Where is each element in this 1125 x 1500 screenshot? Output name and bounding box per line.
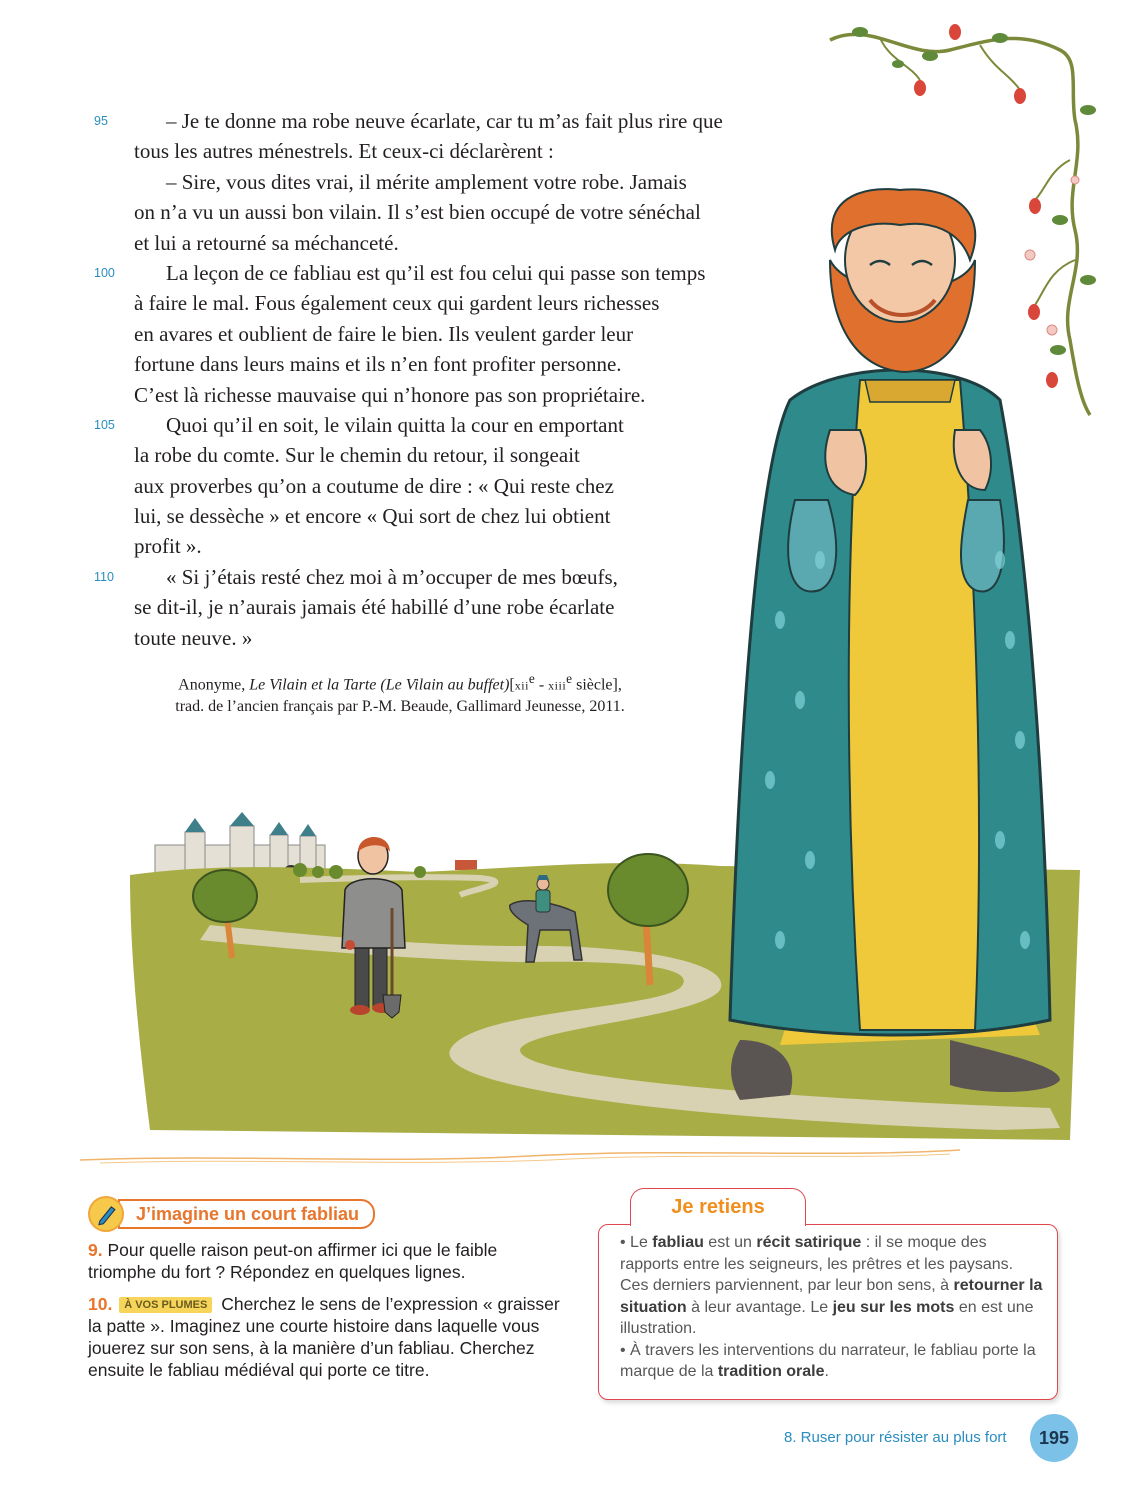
line-text: se dit-il, je n’aurais jamais été habillé d’une robe écarlate xyxy=(134,595,615,620)
exercise-section xyxy=(88,1193,568,1391)
page-number: 195 xyxy=(1030,1414,1078,1462)
line-text: – Je te donne ma robe neuve écarlate, car tu m’as fait plus rire que xyxy=(166,109,723,133)
translation-credit: trad. de l’ancien français par P.-M. Beaude, Gallimard Jeunesse, 2011. xyxy=(175,698,625,716)
text-line xyxy=(88,136,788,166)
line-text: Quoi qu’il en soit, le vilain quitta la cour en emportant xyxy=(166,412,624,437)
line-number: 100 xyxy=(94,265,115,280)
retiens-bullet-2: • À travers les interventions du narrateur, le fabliau porte la marque de la tradition orale. xyxy=(620,1341,1036,1380)
line-text: on n’a vu un aussi bon vilain. Il s’est bien occupé de votre sénéchal xyxy=(134,200,701,225)
line-text: la robe du comte. Sur le chemin du retour, il songeait xyxy=(134,443,580,468)
pen-icon xyxy=(88,1196,124,1232)
source-citation: Anonyme, Le Vilain et la Tarte (Le Vilain au buffet)[xii$^e$ - xiii$^e$ siècle], trad. de l’ancien français par P.-M. Beaude, Gallimard Jeunesse, 2011. xyxy=(175,671,625,716)
question-10: 10. À VOS PLUMES Cherchez le sens de l’expression « graisser la patte ». Imaginez une courte histoire dans laquelle vous jouerez sur son sens, à la manière d’un fabliau. Cherchez ensuite le fabliau médiéval qui porte ce titre. xyxy=(88,1294,560,1380)
text-line xyxy=(88,349,788,379)
question-9: 9. Pour quelle raison peut-on affirmer ici que le faible triomphe du fort ? Répondez en quelques lignes. xyxy=(88,1240,498,1282)
text-line xyxy=(88,410,788,440)
line-text: lui, se dessèche » et encore « Qui sort de chez lui obtient xyxy=(134,504,611,529)
wavy-divider xyxy=(80,1140,960,1170)
work-title: Le Vilain et la Tarte (Le Vilain au buffet) xyxy=(249,676,510,694)
exercise-title: J’imagine un court fabliau xyxy=(118,1199,375,1229)
line-text: en avares et oublient de faire le bien. Ils veulent garder leur xyxy=(134,321,634,346)
text-line xyxy=(88,440,788,470)
text-line xyxy=(88,562,788,592)
fabliau-text xyxy=(88,106,788,653)
text-line xyxy=(88,501,788,531)
line-text: La leçon de ce fabliau est qu’il est fou celui qui passe son temps xyxy=(166,260,706,285)
line-text: profit ». xyxy=(134,534,202,559)
line-number: 110 xyxy=(94,569,114,584)
line-text: « Si j’étais resté chez moi à m’occuper de mes bœufs, xyxy=(166,564,618,589)
line-text: C’est là richesse mauvaise qui n’honore pas son propriétaire. xyxy=(134,382,646,407)
line-text: fortune dans leurs mains et ils n’en font profiter personne. xyxy=(134,352,622,377)
line-number: 105 xyxy=(94,417,115,432)
je-retiens-box xyxy=(598,1188,1058,1402)
line-text: toute neuve. » xyxy=(134,625,253,650)
text-line xyxy=(88,288,788,318)
text-line xyxy=(88,228,788,258)
text-line xyxy=(88,380,788,410)
text-line xyxy=(88,319,788,349)
chapter-footer: 8. Ruser pour résister au plus fort xyxy=(784,1429,1007,1446)
line-text: – Sire, vous dites vrai, il mérite amplement votre robe. Jamais xyxy=(166,169,687,194)
retiens-bullet-1: • Le fabliau est un récit satirique : il se moque des rapports entre les seigneurs, les prêtres et les paysans. Ces derniers parviennent, par leur bon sens, à retourner la situation à leur avantage. Le jeu sur les mots en est une illustration. xyxy=(620,1234,1043,1337)
line-text: à faire le mal. Fous également ceux qui gardent leurs richesses xyxy=(134,291,660,316)
text-line xyxy=(88,197,788,227)
line-number: 95 xyxy=(94,114,108,128)
line-text: et lui a retourné sa méchanceté. xyxy=(134,230,399,255)
line-text: tous les autres ménestrels. Et ceux-ci déclarèrent : xyxy=(134,139,554,164)
je-retiens-title: Je retiens xyxy=(630,1188,806,1226)
text-line xyxy=(88,623,788,653)
text-line xyxy=(88,167,788,197)
je-retiens-content xyxy=(620,1232,1045,1383)
text-line xyxy=(88,531,788,561)
text-line xyxy=(88,106,788,136)
text-line xyxy=(88,258,788,288)
exercise-header xyxy=(88,1193,568,1235)
a-vos-plumes-tag: À VOS PLUMES xyxy=(119,1297,212,1313)
line-text: aux proverbes qu’on a coutume de dire : « Qui reste chez xyxy=(134,473,614,498)
text-line xyxy=(88,592,788,622)
text-line xyxy=(88,471,788,501)
